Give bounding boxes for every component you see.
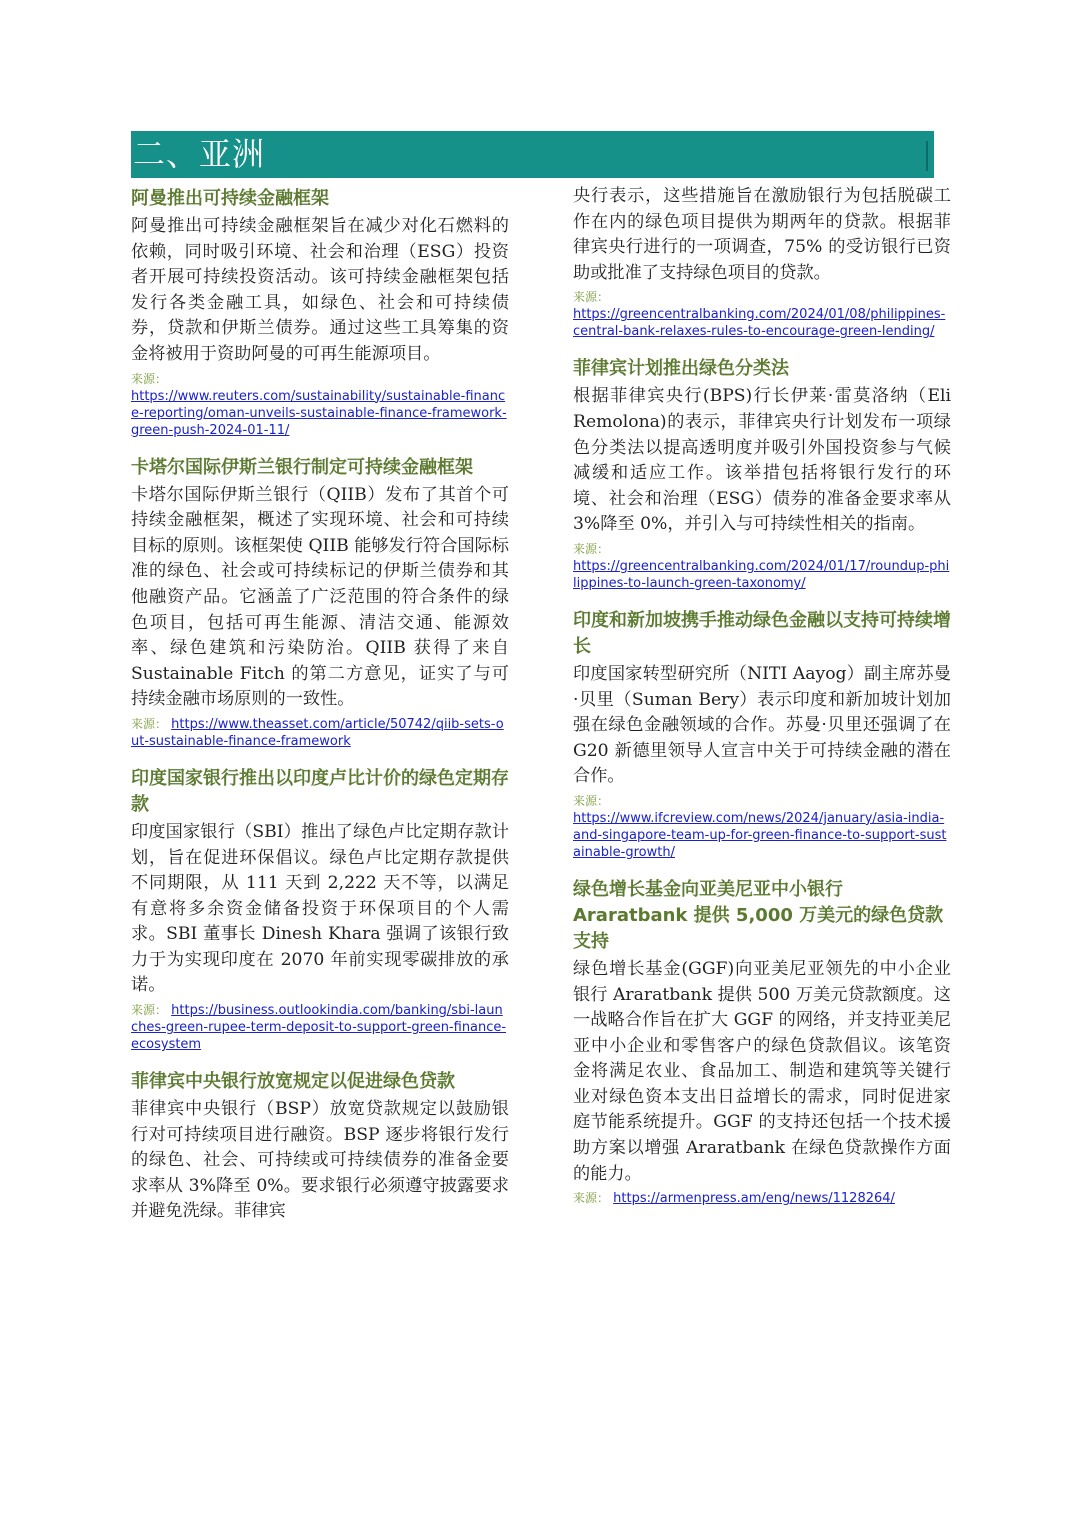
article-sbi (131, 766, 509, 1053)
source-link[interactable]: https://greencentralbanking.com/2024/01/17/roundup-philippines-to-launch-green-taxonomy/ (573, 558, 950, 591)
article-bsp-continued (573, 184, 951, 340)
article-source (573, 793, 951, 861)
article-headline: 菲律宾中央银行放宽规定以促进绿色贷款 (131, 1071, 455, 1093)
article-oman (131, 186, 509, 439)
article-source (131, 371, 509, 439)
article-qiib (131, 455, 509, 750)
article-body: 央行表示，这些措施旨在激励银行为包括脱碳工作在内的绿色项目提供为期两年的贷款。根据菲律宾央行进行的一项调查，75% 的受访银行已资助或批准了支持绿色项目的贷款。 (573, 186, 951, 283)
article-source (131, 716, 509, 750)
article-araratbank (573, 877, 951, 1207)
section-title: 二、亚洲 (133, 135, 266, 173)
source-link[interactable]: https://armenpress.am/eng/news/1128264/ (613, 1191, 895, 1207)
article-headline: 印度和新加坡携手推动绿色金融以支持可持续增长 (573, 609, 951, 657)
article-source (131, 1002, 509, 1053)
source-label: 来源： (573, 1191, 610, 1206)
article-india-singapore (573, 608, 951, 861)
article-source (573, 541, 951, 592)
article-body: 阿曼推出可持续金融框架旨在减少对化石燃料的依赖，同时吸引环境、社会和治理（ESG）投资者开展可持续投资活动。该可持续金融框架包括发行各类金融工具，如绿色、社会和可持续债券，贷款和伊斯兰债券。通过这些工具筹集的资金将被用于资助阿曼的可再生能源项目。 (131, 216, 509, 364)
article-body: 印度国家转型研究所（NITI Aayog）副主席苏曼·贝里（Suman Bery）表示印度和新加坡计划加强在绿色金融领域的合作。苏曼·贝里还强调了在 G20 新德里领导人宣言中关于可持续金融的潜在合作。 (573, 663, 951, 787)
section-header-bar (131, 131, 934, 178)
source-link[interactable]: https://www.theasset.com/article/50742/qiib-sets-out-sustainable-finance-framework (131, 716, 504, 749)
article-body: 卡塔尔国际伊斯兰银行（QIIB）发布了其首个可持续金融框架，概述了实现环境、社会和可持续目标的原则。该框架使 QIIB 能够发行符合国际标准的绿色、社会或可持续标记的伊斯兰债券和其他融资产品。它涵盖了广泛范围的符合条件的绿色项目，包括可再生能源、清洁交通、能源效率、绿色建筑和污染防治。QIIB 获得了来自 Sustainable Fitch 的第二方意见，证实了与可持续金融市场原则的一致性。 (131, 484, 509, 710)
article-body: 根据菲律宾央行(BPS)行长伊莱·雷莫洛纳（Eli Remolona)的表示，菲律宾央行计划发布一项绿色分类法以提高透明度并吸引外国投资参与气候减缓和适应工作。该举措包括将银行发行的环境、社会和治理（ESG）债券的准备金要求率从 3%降至 0%，并引入与可持续性相关的指南。 (573, 386, 951, 535)
article-body: 印度国家银行（SBI）推出了绿色卢比定期存款计划，旨在促进环保倡议。绿色卢比定期存款提供不同期限，从 111 天到 2,222 天不等，以满足有意将多余资金储备投资于环保项目的个人需求。SBI 董事长 Dinesh Khara 强调了该银行致力于为实现印度在 2070 年前实现零碳排放的承诺。 (131, 821, 509, 996)
source-link[interactable]: https://business.outlookindia.com/banking/sbi-launches-green-rupee-term-deposit-to-support-green-finance-ecosystem (131, 1003, 507, 1053)
source-label: 来源： (573, 793, 610, 808)
left-column (131, 186, 509, 1241)
article-headline: 印度国家银行推出以印度卢比计价的绿色定期存款 (131, 767, 509, 815)
article-headline: 卡塔尔国际伊斯兰银行制定可持续金融框架 (131, 456, 473, 478)
source-label: 来源： (573, 290, 610, 305)
article-source (573, 1190, 951, 1207)
article-body: 绿色增长基金(GGF)向亚美尼亚领先的中小企业银行 Araratbank 提供 500 万美元贷款额度。这一战略合作旨在扩大 GGF 的网络，并支持亚美尼亚中小企业和零售客户的绿色贷款倡议。该笔资金将满足农业、食品加工、制造和建筑等关键行业对绿色资本支出日益增长的需求，同时促进家庭节能系统提升。GGF 的支持还包括一个技术援助方案以增强 Araratbank 在绿色贷款操作方面的能力。 (573, 958, 951, 1184)
article-philippines-taxonomy (573, 356, 951, 592)
article-bsp (131, 1069, 509, 1225)
section-bar-divider (926, 141, 928, 171)
source-label: 来源： (131, 1003, 168, 1018)
source-link[interactable]: https://greencentralbanking.com/2024/01/08/philippines-central-bank-relaxes-rules-to-encourage-green-lending/ (573, 307, 946, 340)
source-link[interactable]: https://www.ifcreview.com/news/2024/january/asia-india-and-singapore-team-up-for-green-finance-to-support-sustainable-growth/ (573, 810, 947, 860)
source-label: 来源： (131, 371, 168, 386)
article-headline: 阿曼推出可持续金融框架 (131, 188, 329, 209)
source-label: 来源： (131, 716, 168, 731)
source-link[interactable]: https://www.reuters.com/sustainability/sustainable-finance-reporting/oman-unveils-sustainable-finance-framework-green-push-2024-01-11/ (131, 388, 507, 438)
article-body: 菲律宾中央银行（BSP）放宽贷款规定以鼓励银行对可持续项目进行融资。BSP 逐步将银行发行的绿色、社会、可持续或可持续债券的准备金要求率从 3%降至 0%。要求银行必须遵守披露要求并避免洗绿。菲律宾 (131, 1099, 509, 1222)
article-headline: 绿色增长基金向亚美尼亚中小银行 Araratbank 提供 5,000 万美元的绿色贷款支持 (573, 878, 944, 952)
source-label: 来源： (573, 541, 610, 556)
right-column (573, 184, 951, 1223)
article-source (573, 289, 951, 340)
article-headline: 菲律宾计划推出绿色分类法 (573, 358, 789, 380)
